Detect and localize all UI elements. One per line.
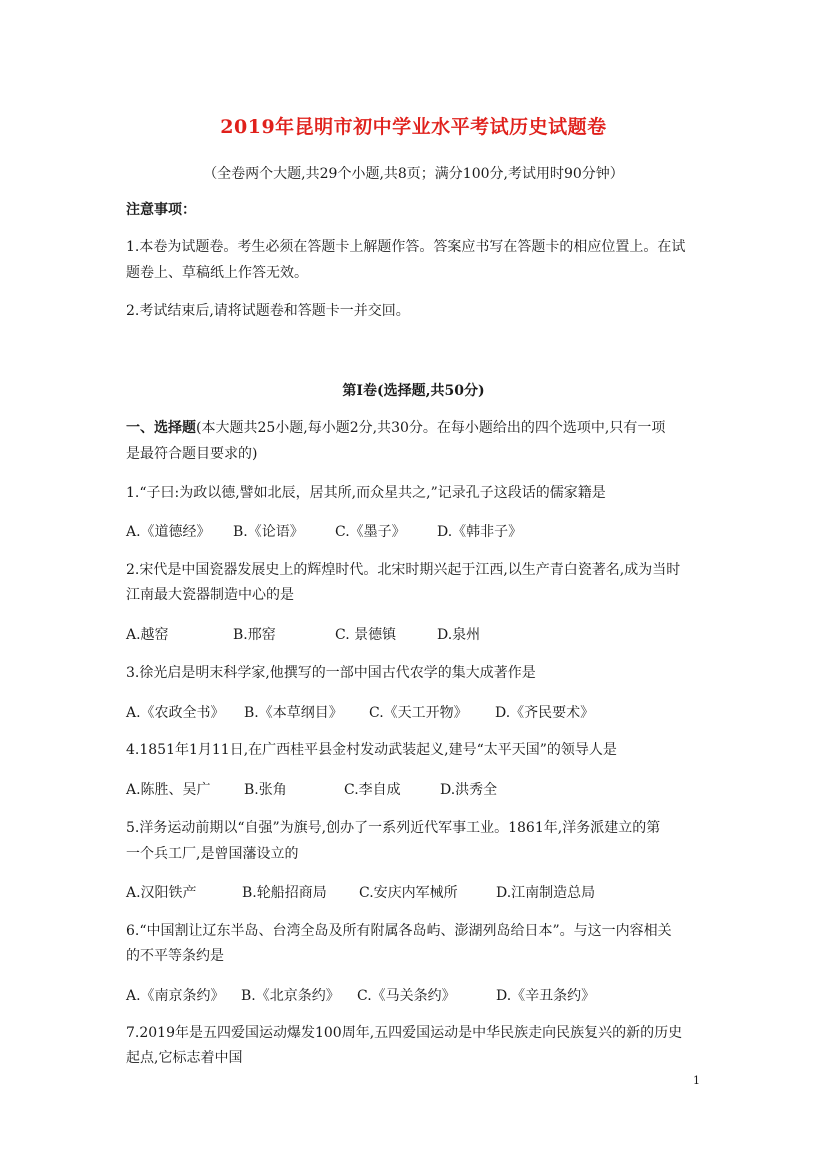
option-b: B.《北京条约》 <box>241 988 340 1004</box>
option-a: A.汉阳铁产 <box>126 885 197 901</box>
option-b: B.轮船招商局 <box>242 885 327 901</box>
section-title: 第Ⅰ卷(选择题,共50分) <box>342 383 485 399</box>
part-heading: 一、选择题 <box>126 420 196 436</box>
option-d: D.泉州 <box>437 627 481 643</box>
document-title: 2019年昆明市初中学业水平考试历史试题卷 <box>220 116 607 138</box>
question-text: 一个兵工厂,是曾国藩设立的 <box>126 846 299 862</box>
notice-line: 1.本卷为试题卷。考生必须在答题卡上解题作答。答案应书写在答题卡的相应位置上。在试 <box>126 239 686 255</box>
option-d: D.《辛丑条约》 <box>496 988 596 1004</box>
part-desc-cont: 是最符合题目要求的) <box>126 446 258 462</box>
question-text: 江南最大瓷器制造中心的是 <box>126 587 294 603</box>
option-a: A.《道德经》 <box>126 524 211 540</box>
part-instructions <box>126 418 665 438</box>
question-text: 5.洋务运动前期以“自强”为旗号,创办了一系列近代军事工业。1861年,洋务派建立的第 <box>126 820 661 836</box>
part-desc: (本大题共25小题,每小题2分,共30分。在每小题给出的四个选项中,只有一项 <box>196 420 666 436</box>
option-a: A.越窑 <box>126 627 169 643</box>
option-b: B.《本草纲目》 <box>244 705 343 721</box>
option-b: B.邢窑 <box>233 627 276 643</box>
option-c: C. 景德镇 <box>335 627 397 643</box>
question-text: 7.2019年是五四爱国运动爆发100周年,五四爱国运动是中华民族走向民族复兴的新的历史 <box>126 1025 683 1041</box>
document-subtitle: （全卷两个大题,共29个小题,共8页；满分100分,考试用时90分钟） <box>203 166 624 182</box>
option-d: D.《齐民要术》 <box>495 705 595 721</box>
option-a: A.《南京条约》 <box>126 988 225 1004</box>
question-text: 起点,它标志着中国 <box>126 1050 243 1066</box>
notice-heading: 注意事项： <box>126 202 196 218</box>
option-a: A.陈胜、吴广 <box>126 782 211 798</box>
option-c: C.李自成 <box>344 782 401 798</box>
option-c: C.安庆内军械所 <box>359 885 458 901</box>
option-d: D.《韩非子》 <box>437 524 523 540</box>
question-text: 的不平等条约是 <box>126 948 224 964</box>
question-text: 3.徐光启是明末科学家,他撰写的一部中国古代农学的集大成著作是 <box>126 665 536 681</box>
option-d: D.洪秀全 <box>440 782 498 798</box>
option-a: A.《农政全书》 <box>126 705 225 721</box>
question-text: 1.“子曰:为政以德,譬如北辰，居其所,而众星共之,”记录孔子这段话的儒家籍是 <box>126 485 606 501</box>
notice-line: 题卷上、草稿纸上作答无效。 <box>126 265 308 281</box>
option-b: B.张角 <box>244 782 287 798</box>
question-text: 4.1851年1月11日,在广西桂平县金村发动武装起义,建号“太平天国”的领导人是 <box>126 742 617 758</box>
notice-line: 2.考试结束后,请将试题卷和答题卡一并交回。 <box>126 303 410 319</box>
option-d: D.江南制造总局 <box>496 885 596 901</box>
question-text: 2.宋代是中国瓷器发展史上的辉煌时代。北宋时期兴起于江西,以生产青白瓷著名,成为当时 <box>126 562 681 578</box>
page-number: 1 <box>693 1074 700 1087</box>
question-text: 6.“中国割让辽东半岛、台湾全岛及所有附属各岛屿、澎湖列岛给日本”。与这一内容相关 <box>126 923 672 939</box>
option-c: C.《天工开物》 <box>369 705 468 721</box>
option-c: C.《墨子》 <box>335 524 406 540</box>
option-b: B.《论语》 <box>233 524 304 540</box>
option-c: C.《马关条约》 <box>357 988 456 1004</box>
